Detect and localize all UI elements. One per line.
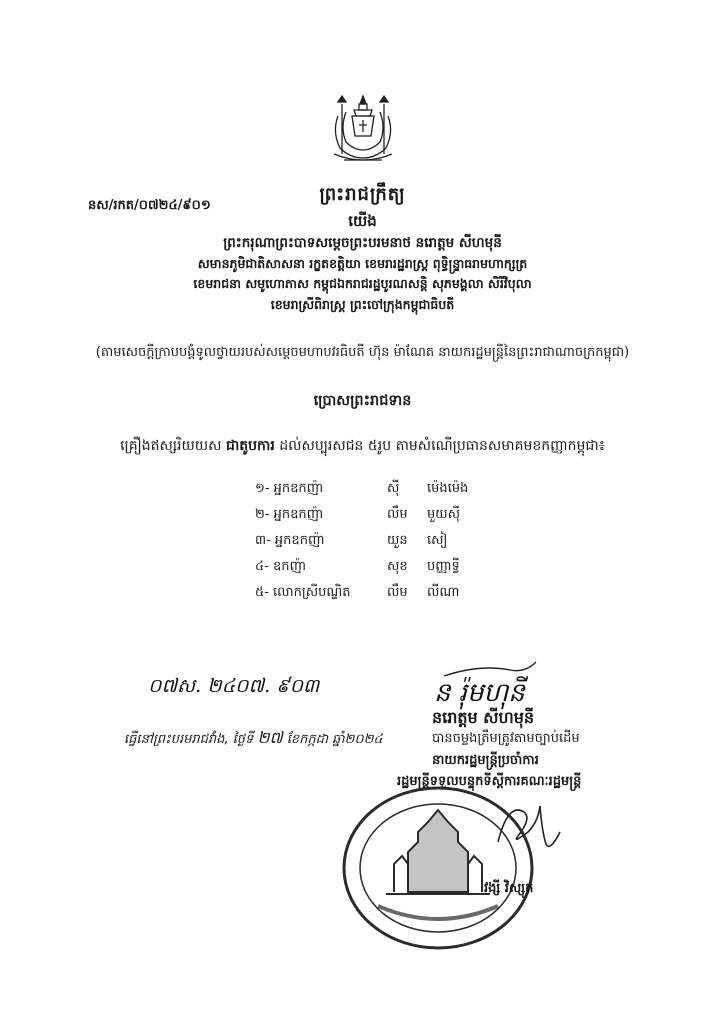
recipient-given-name: មួយស៊ី	[427, 506, 461, 522]
king-title-line-1: ព្រះករុណាព្រះបាទសម្តេចព្រះបរមនាថ នរោត្តម សីហមុនី	[223, 235, 502, 251]
decree-heading: ប្រោសព្រះរាជទាន	[313, 393, 412, 409]
reference-number: នស/រកត/០៧២៤/៩០១	[88, 198, 211, 213]
recipient-title: ៥- លោកស្រីបណ្ឌិត	[255, 584, 351, 600]
acting-prime-minister-title: នាយករដ្ឋមន្ត្រីប្រចាំការ	[432, 753, 539, 768]
document-title: ព្រះរាជក្រឹត្យ	[319, 184, 406, 205]
countersignatory-name: វង្សី វិស្សុត	[484, 881, 534, 896]
list-item	[255, 476, 468, 502]
king-name: នរោត្តម សីហមុនី	[432, 708, 535, 727]
king-title-line-2: សមានភូមិជាតិសាសនា រក្ខតខត្តិយា ខេមរារដ្ឋរាស្ត្រ ពុទ្ធិន្ទ្រាធរាមហាក្សត្រ	[197, 256, 528, 271]
recipient-title: ១- អ្នកឧកញ៉ា	[255, 480, 324, 496]
recipient-surname: សុខ	[387, 558, 408, 574]
recipient-surname: លឹម	[387, 584, 408, 600]
king-title-line-3: ខេមរាជនា សមូហោភាស កម្ពុជឯករាជរដ្ឋបូរណសន្តិ សុភមង្គលា សិរីវិបុលា	[193, 276, 532, 291]
list-item	[255, 554, 468, 580]
recipient-surname: ស៊ី	[387, 480, 400, 496]
signature-underline-icon	[440, 660, 540, 680]
place-suffix: ខែកក្កដា ឆ្នាំ២០២៤	[286, 732, 383, 747]
list-item	[255, 502, 468, 528]
certified-copy-note: បានចម្លងត្រឹមត្រូវតាមច្បាប់ដើម	[432, 731, 580, 746]
recipient-given-name: បញ្ញាទ្វី	[427, 558, 460, 574]
recipient-surname: យួន	[387, 532, 408, 548]
recipient-given-name: ម៉េងម៉េង	[427, 480, 469, 496]
king-title-line-4: ខេមរាស្រីពិរាស្ត្រ ព្រះចៅក្រុងកម្ពុជាធិបតី	[270, 297, 455, 312]
handwritten-registration-number: ០៧ស. ២៤០៧. ៩០៣	[148, 675, 320, 697]
medal-name: ជាតូបការ	[225, 438, 275, 454]
list-item	[255, 580, 468, 606]
recipient-title: ៤- ឧកញ៉ា	[255, 558, 307, 574]
recipient-given-name: លីណា	[427, 584, 460, 600]
list-item	[255, 528, 468, 554]
recipient-given-name: សៀ	[427, 532, 448, 548]
recipient-title: ៣- អ្នកឧកញ៉ា	[255, 532, 325, 548]
recipient-title: ២- អ្នកឧកញ៉ា	[255, 506, 324, 522]
recipients-list	[255, 476, 468, 606]
minister-title: រដ្ឋមន្ត្រីទទួលបន្ទុកទីស្តីការគណៈរដ្ឋមន្ត្រី	[397, 774, 582, 789]
place-prefix: ធ្វើនៅព្រះបរមរាជវាំង, ថ្ងៃទី	[124, 732, 254, 747]
recipient-surname: លឹម	[387, 506, 408, 522]
proposal-note: (តាមសេចក្តីក្រាបបង្គំទូលថ្វាយរបស់សម្តេចមហាបវរធិបតី ហ៊ុន ម៉ាណែត នាយករដ្ឋមន្ត្រីនៃព្រះរាជាណាចក្រកម្ពុជា)	[95, 345, 630, 360]
grant-prefix: គ្រឿងឥស្សរិយយស	[120, 438, 222, 454]
grant-suffix: ដល់សប្បុរសជន ៥រូប តាមសំណើប្រធានសមាគមខកញ្ញាកម្ពុជា៖	[279, 438, 605, 454]
king-signature: ន រ៉ុមហុនី	[434, 678, 525, 708]
countersignature-icon	[488, 792, 568, 862]
royal-emblem-icon	[324, 92, 402, 168]
handwritten-day: ២៧	[257, 728, 283, 747]
place-and-date	[124, 727, 383, 751]
grant-line	[0, 436, 725, 457]
we-heading: យើង	[348, 212, 377, 230]
